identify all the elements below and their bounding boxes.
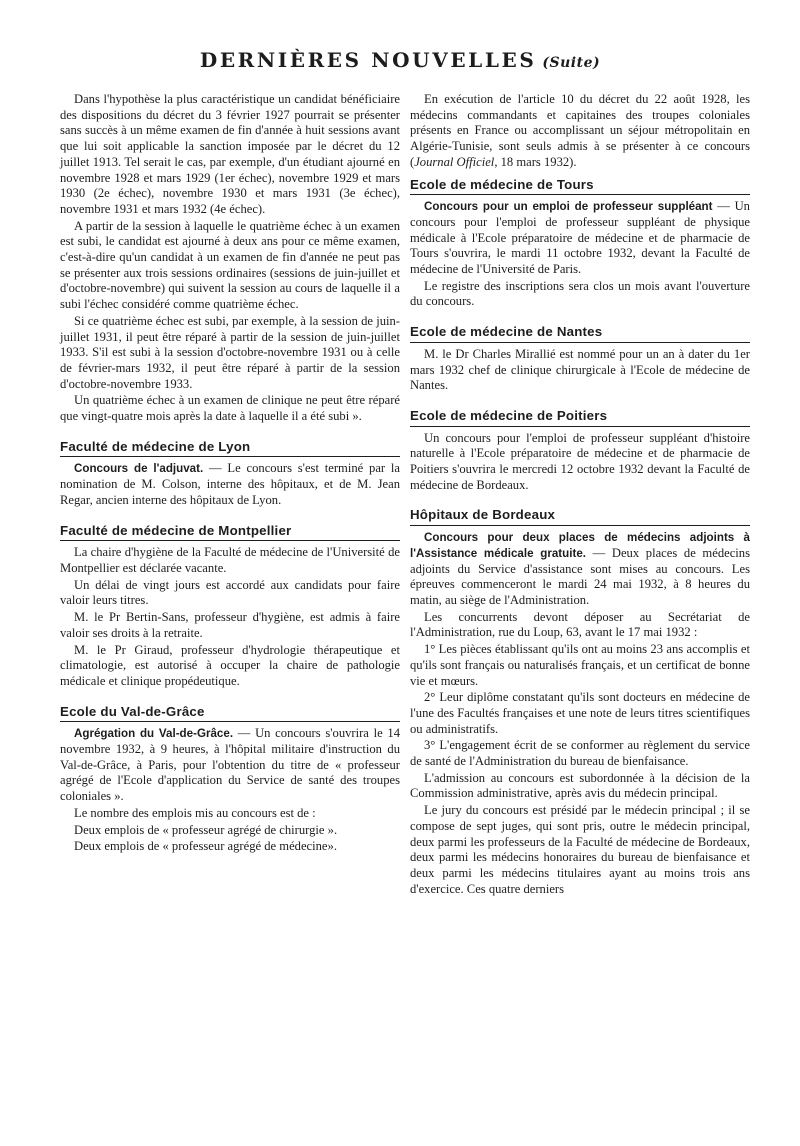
left-paragraph-4: Un quatrième échec à un examen de clinique ne peut être réparé que vingt-quatre mois après la date à laquelle il a été subi ».	[60, 393, 400, 424]
tours-lead: Concours pour un emploi de professeur suppléant	[424, 200, 713, 214]
section-heading-poitiers: Ecole de médecine de Poitiers	[410, 408, 750, 427]
section-heading-nantes: Ecole de médecine de Nantes	[410, 324, 750, 343]
poitiers-paragraph: Un concours pour l'emploi de professeur suppléant d'histoire naturelle à l'Ecole préparatoire de médecine et de pharmacie de Poitiers s'ouvrira le mercredi 12 octobre 1932 devant la Faculté de médecine de Bordeaux.	[410, 430, 750, 492]
page-title-suite: (Suite)	[542, 55, 601, 71]
bordeaux-text: — Deux places de médecins adjoints du Service d'assistance sont mises au concours. Les épreuves commenceront le mardi 24 mai 1932, à 8 heures du matin, au siège de l'Administration.	[410, 545, 750, 607]
right-paragraph-1-text: En exécution de l'article 10 du décret du 22 août 1928, les médecins commandants et capitaines des troupes coloniales présents en France ou accomplissant un séjour métropolitain en Algérie-Tunisie, sont seuls admis à se présenter à ce concours (	[410, 92, 750, 169]
val-de-grace-lead: Agrégation du Val-de-Grâce.	[74, 727, 234, 741]
bordeaux-paragraph-7: Le jury du concours est présidé par le médecin principal ; il se compose de sept juges, qui sont pris, outre le médecin principal, deux parmi les professeurs de la Faculté de médecine de Bordeaux, deux parmi les médecins honoraires du bureau de bienfaisance et deux parmi les médecins titulaires ayant au moins trois ans d'exercice. Ces quatre derniers	[410, 803, 750, 896]
bordeaux-paragraph-3: 1° Les pièces établissant qu'ils ont au moins 23 ans accomplis et qu'ils sont français ou naturalisés français, et un certificat de bonne vie et mœurs.	[410, 642, 750, 688]
section-heading-lyon: Faculté de médecine de Lyon	[60, 439, 400, 458]
bordeaux-paragraph-1	[410, 530, 750, 609]
montpellier-paragraph-3: M. le Pr Bertin-Sans, professeur d'hygiène, est admis à faire valoir ses droits à la retraite.	[60, 610, 400, 640]
val-de-grace-paragraph-2: Le nombre des emplois mis au concours est de :	[74, 805, 316, 820]
right-column	[410, 92, 750, 898]
tours-paragraph-1	[410, 199, 750, 278]
left-paragraph-1: Dans l'hypothèse la plus caractéristique un candidat bénéficiaire des dispositions du décret du 3 février 1927 pourrait se présenter sans succès à un même examen de fin d'année à huit sessions avant que lui soit applicable la sanction imposée par le décret du 12 juillet 1913. Tel serait le cas, par exemple, d'un étudiant ajourné en novembre 1928 et mars 1929 (1er échec), novembre 1929 et mars 1930 (2e échec), novembre 1930 et mars 1931 (3e échec), novembre 1931 et mars 1932 (4e échec).	[60, 92, 400, 216]
tours-text: — Un concours pour l'emploi de professeur suppléant de physique médicale à l'Ecole préparatoire de médecine et de pharmacie de Tours s'ouvrira, le mardi 11 octobre 1932, devant la Faculté de médecine de l'Université de Paris.	[410, 199, 750, 277]
right-paragraph-1-end: , 18 mars 1932).	[494, 154, 577, 169]
right-paragraph-1	[410, 92, 750, 171]
left-paragraph-2: A partir de la session à laquelle le quatrième échec à un examen est subi, le candidat est ajourné à deux ans pour ce même examen, c'est-à-dire qu'un candidat à un examen de fin d'année ne peut pas se présenter aux trois sessions ordinaires (sessions de juin-juillet et d'octobre-novembre) qui suivent la session au cours de laquelle il a subi l'échec considéré comme quatrième échec.	[60, 218, 400, 312]
page-title	[0, 48, 800, 72]
section-heading-val-de-grace: Ecole du Val-de-Grâce	[60, 704, 400, 723]
section-heading-bordeaux: Hôpitaux de Bordeaux	[410, 507, 750, 526]
val-de-grace-paragraph-4: Deux emplois de « professeur agrégé de médecine».	[74, 839, 337, 854]
left-column	[60, 92, 400, 856]
bordeaux-paragraph-6: L'admission au concours est subordonnée à la décision de la Commission administrative, après avis du médecin principal.	[410, 770, 750, 801]
section-heading-montpellier: Faculté de médecine de Montpellier	[60, 523, 400, 542]
bordeaux-paragraph-5: 3° L'engagement écrit de se conformer au règlement du service de santé de l'Administration du bureau de bienfaisance.	[410, 738, 750, 769]
bordeaux-paragraph-4: 2° Leur diplôme constatant qu'ils sont docteurs en médecine de l'une des Facultés françaises et une note de leurs titres scientifiques ou administratifs.	[410, 690, 750, 736]
bordeaux-lead: Concours pour deux places de médecins adjoints à l'Assistance médicale gratuite.	[410, 531, 750, 560]
lyon-paragraph	[60, 461, 400, 508]
val-de-grace-text: — Un concours s'ouvrira le 14 novembre 1932, à 9 heures, à l'hôpital militaire d'instruction du Val-de-Grâce, à Paris, pour l'obtention du titre de « professeur agrégé de l'Ecole d'application du Service de santé des troupes coloniales ».	[60, 726, 401, 804]
val-de-grace-paragraph-1	[60, 726, 400, 805]
page-title-text: DERNIÈRES NOUVELLES	[199, 48, 537, 72]
tours-paragraph-2: Le registre des inscriptions sera clos un mois avant l'ouverture du concours.	[410, 278, 750, 309]
montpellier-paragraph-2: Un délai de vingt jours est accordé aux candidats pour faire valoir leurs titres.	[60, 577, 400, 608]
nantes-paragraph: M. le Dr Charles Mirallié est nommé pour un an à dater du 1er mars 1932 chef de clinique chirurgicale à l'Ecole de médecine de Nantes.	[410, 346, 750, 393]
lyon-text: — Le concours s'est terminé par la nomination de M. Colson, interne des hôpitaux, et de M. Jean Regar, ancien interne des hôpitaux de Lyon.	[60, 461, 401, 507]
montpellier-paragraph-1: La chaire d'hygiène de la Faculté de médecine de l'Université de Montpellier est déclarée vacante.	[60, 545, 400, 575]
section-heading-tours: Ecole de médecine de Tours	[410, 177, 750, 196]
lyon-lead: Concours de l'adjuvat.	[74, 462, 204, 476]
val-de-grace-paragraph-3: Deux emplois de « professeur agrégé de chirurgie ».	[74, 822, 338, 837]
montpellier-paragraph-4: M. le Pr Giraud, professeur d'hydrologie thérapeutique et climatologie, est autorisé à occuper la chaire de pathologie médicale et clinique propédeutique.	[60, 642, 400, 688]
left-paragraph-3: Si ce quatrième échec est subi, par exemple, à la session de juin-juillet 1931, il peut être réparé à partir de la session de juin-juillet 1933. S'il est subi à la session d'octobre-novembre 1931 ou à celle de février-mars 1932, il peut être réparé à partir de la session d'octobre-novembre 1933.	[60, 313, 400, 391]
journal-officiel-citation: Journal Officiel	[414, 154, 495, 169]
bordeaux-paragraph-2: Les concurrents devont déposer au Secrétariat de l'Administration, rue du Loup, 63, avant le 17 mai 1932 :	[410, 609, 750, 640]
